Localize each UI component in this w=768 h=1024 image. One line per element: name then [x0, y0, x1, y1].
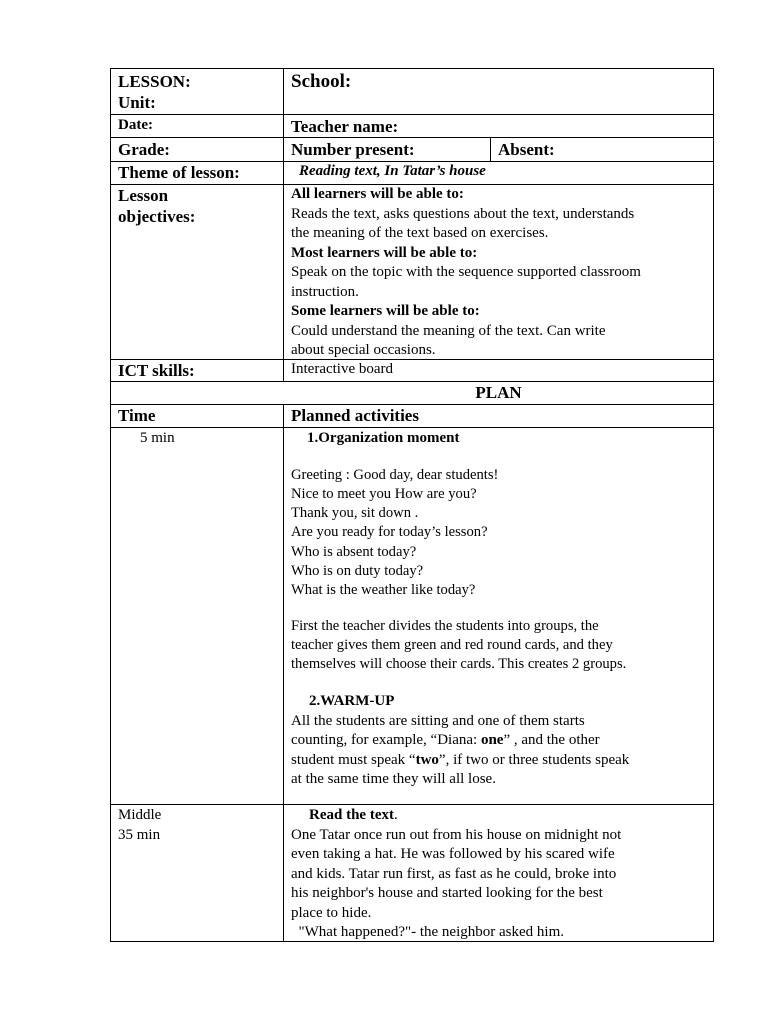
- lesson-plan-table: [110, 68, 714, 942]
- warmup-bold-word: two: [415, 751, 439, 768]
- greeting-line: Are you ready for today’s lesson?: [291, 524, 488, 541]
- objectives-label-line2: objectives:: [118, 207, 196, 226]
- objectives-content: [291, 185, 711, 361]
- lesson-label: LESSON:: [118, 72, 191, 91]
- objectives-some-line: about special occasions.: [291, 342, 436, 358]
- warmup-line: at the same time they will all lose.: [291, 771, 496, 788]
- greeting-line: What is the weather like today?: [291, 582, 476, 599]
- story-line: even taking a hat. He was followed by his scared wife: [291, 846, 615, 862]
- objectives-most-line: instruction.: [291, 283, 359, 300]
- date-label: Date:: [118, 117, 153, 133]
- theme-value: Reading text, In Tatar’s house: [299, 163, 486, 179]
- story-line: place to hide.: [291, 904, 372, 921]
- warmup-line: [291, 751, 711, 771]
- row-divider: [110, 404, 714, 405]
- story-line: One Tatar once run out from his house on midnight not: [291, 826, 622, 843]
- greeting-line: Greeting : Good day, dear students!: [291, 466, 499, 483]
- ict-skills-value: Interactive board: [291, 361, 394, 377]
- table-border-right: [713, 68, 714, 942]
- warmup-text: counting, for example, “Diana:: [291, 732, 481, 749]
- objectives-all-line: Reads the text, asks questions about the text, understands: [291, 205, 635, 222]
- table-border-top: [110, 68, 714, 69]
- column-divider: [283, 68, 284, 382]
- stage2-time-value: 35 min: [118, 827, 161, 843]
- story-line: his neighbor's house and started looking for the best: [291, 885, 603, 901]
- objectives-most-heading: Most learners will be able to:: [291, 244, 478, 261]
- warmup-text: student must speak “: [291, 751, 416, 768]
- number-present-label: Number present:: [291, 140, 415, 159]
- theme-label: Theme of lesson:: [118, 163, 240, 182]
- row-divider: [110, 427, 714, 428]
- objectives-most-line: Speak on the topic with the sequence supported classroom: [291, 264, 641, 280]
- greeting-line: Who is absent today?: [291, 543, 417, 560]
- objectives-some-heading: Some learners will be able to:: [291, 303, 480, 319]
- read-text-heading-bold: Read the text: [309, 807, 394, 823]
- column-divider: [490, 137, 491, 161]
- greeting-line: Nice to meet you How are you?: [291, 485, 477, 502]
- warmup-line: All the students are sitting and one of them starts: [291, 712, 585, 729]
- row-divider: [110, 804, 714, 805]
- groups-line: First the teacher divides the students into groups, the: [291, 617, 599, 634]
- table-border-left: [110, 68, 111, 942]
- story-line: "What happened?"- the neighbor asked him.: [291, 924, 564, 940]
- stage1-activities: [291, 429, 711, 790]
- groups-line: teacher gives them green and red round cards, and they: [291, 636, 613, 653]
- teacher-name-label: Teacher name:: [291, 117, 399, 136]
- warmup-line: [291, 731, 711, 751]
- read-text-heading-punct: .: [393, 807, 398, 823]
- row-divider: [110, 114, 714, 115]
- objectives-some-line: Could understand the meaning of the text. Can write: [291, 322, 606, 339]
- ict-skills-label: ICT skills:: [118, 361, 195, 380]
- warmup-block: [291, 692, 711, 790]
- time-column-header: Time: [118, 406, 156, 425]
- school-label: School:: [291, 71, 352, 92]
- read-text-heading: [291, 806, 711, 826]
- warmup-bold-word: one: [480, 732, 504, 749]
- stage2-activities: [291, 806, 711, 943]
- stage2-time-label: Middle: [118, 807, 162, 823]
- warmup-text: ”, if two or three students speak: [438, 751, 630, 768]
- warmup-text: ” , and the other: [503, 732, 600, 749]
- row-divider: [110, 137, 714, 138]
- column-divider: [283, 404, 284, 942]
- story-line: and kids. Tatar run first, as fast as he could, broke into: [291, 865, 617, 882]
- groups-block: [291, 617, 711, 675]
- stage1-heading: 1.Organization moment: [307, 430, 460, 446]
- greeting-block: [291, 466, 711, 601]
- objectives-label-line1: Lesson: [118, 186, 169, 205]
- greeting-line: Thank you, sit down .: [291, 505, 419, 522]
- activities-column-header: Planned activities: [291, 406, 419, 425]
- objectives-all-line: the meaning of the text based on exercises.: [291, 225, 549, 241]
- greeting-line: Who is on duty today?: [291, 562, 424, 579]
- plan-title: PLAN: [475, 383, 522, 402]
- row-divider: [110, 381, 714, 382]
- stage1-time: 5 min: [140, 430, 175, 446]
- warmup-heading: 2.WARM-UP: [309, 693, 395, 710]
- objectives-all-heading: All learners will be able to:: [291, 186, 464, 202]
- grade-label: Grade:: [118, 140, 170, 159]
- groups-line: themselves will choose their cards. This creates 2 groups.: [291, 656, 627, 673]
- unit-label: Unit:: [118, 93, 156, 112]
- absent-label: Absent:: [498, 140, 555, 159]
